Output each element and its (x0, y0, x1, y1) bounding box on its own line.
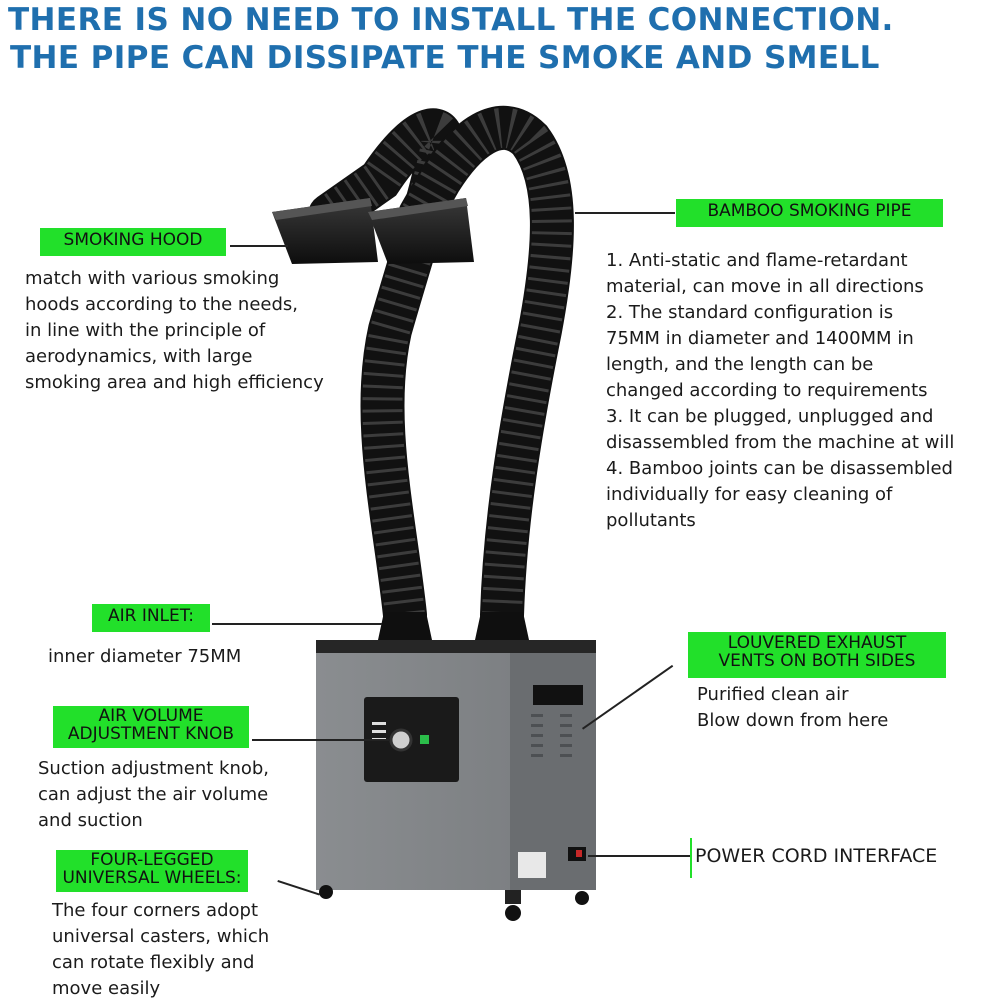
right-pipe (420, 128, 552, 615)
air-inlet-description (48, 644, 241, 670)
desc-line: individually for easy cleaning of (606, 484, 893, 505)
desc-line: 3. It can be plugged, unplugged and (606, 406, 934, 427)
air-volume-leader (252, 739, 390, 741)
bamboo-pipe-leader (575, 212, 675, 214)
exhaust-vent-top (533, 685, 583, 705)
wheels-tag (56, 850, 248, 892)
desc-line: can rotate flexibly and (52, 952, 255, 973)
desc-line: smoking area and high efficiency (25, 372, 324, 393)
desc-line: aerodynamics, with large (25, 346, 253, 367)
desc-line: material, can move in all directions (606, 276, 924, 297)
desc-line: 75MM in diameter and 1400MM in (606, 328, 914, 349)
louvered-label-line-2: VENTS ON BOTH SIDES (718, 650, 916, 671)
left-smoking-hood (272, 198, 378, 264)
air-inlet-leader (212, 623, 382, 625)
air-volume-label-line-1: AIR VOLUME (98, 706, 204, 726)
desc-line: Suction adjustment knob, (38, 758, 270, 779)
left-pipe-base (378, 612, 432, 640)
right-smoking-hood (368, 198, 474, 264)
smoking-hood-label: SMOKING HOOD (63, 230, 203, 250)
bamboo-pipe-label: BAMBOO SMOKING PIPE (707, 201, 912, 221)
headline-line-1: THERE IS NO NEED TO INSTALL THE CONNECTION. (8, 2, 894, 38)
desc-line: length, and the length can be (606, 354, 874, 375)
power-cord-accent (690, 838, 692, 878)
air-inlet-tag (92, 604, 210, 632)
air-volume-tag (53, 706, 249, 748)
desc-line: hoods according to the needs, (25, 294, 298, 315)
bamboo-pipe-tag (676, 199, 943, 227)
desc-line: changed according to requirements (606, 380, 928, 401)
casters (319, 885, 589, 921)
smoking-hood-description (25, 266, 324, 396)
right-pipe-base (475, 612, 529, 640)
desc-line: 2. The standard configuration is (606, 302, 894, 323)
desc-line: can adjust the air volume (38, 784, 269, 805)
louvered-tag (688, 632, 946, 678)
desc-line: move easily (52, 978, 161, 999)
louvered-label-line-1: LOUVERED EXHAUST (727, 633, 907, 653)
desc-line: Purified clean air (697, 684, 849, 705)
louvered-description (697, 682, 888, 734)
smoking-hood-leader (230, 245, 288, 247)
desc-line: pollutants (606, 510, 696, 531)
desc-line: universal casters, which (52, 926, 270, 947)
smoking-hood-tag (40, 228, 226, 256)
air-inlet-label: AIR INLET: (107, 606, 195, 626)
desc-line: inner diameter 75MM (48, 646, 242, 667)
desc-line: Blow down from here (697, 710, 889, 731)
desc-line: in line with the principle of (25, 320, 266, 341)
rating-label (518, 852, 546, 878)
air-volume-description (38, 756, 269, 834)
wheels-description (52, 898, 269, 1002)
desc-line: 1. Anti-static and flame-retardant (606, 250, 908, 271)
power-cord-label: POWER CORD INTERFACE (695, 845, 938, 867)
power-cord-leader (588, 855, 690, 857)
bamboo-pipe-description (606, 248, 954, 534)
air-volume-label-line-2: ADJUSTMENT KNOB (67, 723, 235, 744)
desc-line: and suction (38, 810, 143, 831)
desc-line: 4. Bamboo joints can be disassembled (606, 458, 953, 479)
desc-line: The four corners adopt (52, 900, 259, 921)
machine-body (316, 640, 596, 890)
desc-line: match with various smoking (25, 268, 280, 289)
wheels-label-line-1: FOUR-LEGGED (90, 850, 214, 870)
air-volume-knob (391, 730, 411, 750)
headline-line-2: THE PIPE CAN DISSIPATE THE SMOKE AND SMELL (10, 40, 880, 76)
wheels-label-line-2: UNIVERSAL WHEELS: (62, 867, 242, 888)
desc-line: disassembled from the machine at will (606, 432, 955, 453)
